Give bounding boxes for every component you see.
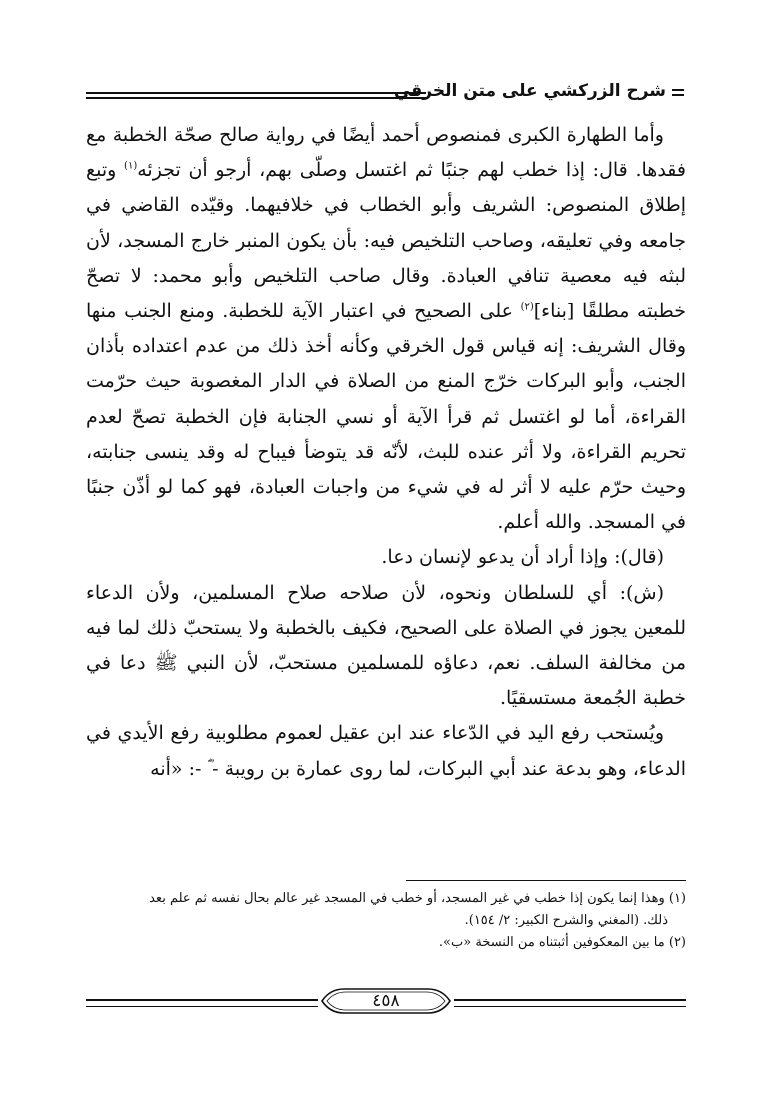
footnote-ref-2: (٢) — [520, 301, 534, 313]
paragraph-1-part-b: وتبع إطلاق المنصوص: الشريف وأبو الخطاب في خلافيهما. وقيّده القاضي في جامعه وفي تعليقه، وصاحب التلخيص فيه: بأن يكون المنبر خارج المسجد، لأن لبثه فيه معصية تنافي العبادة. وقال صاحب التلخيص وأبو محمد: لا تصحّ خطبته مطلقًا [بناء] — [86, 159, 686, 323]
page-number-rule-left — [86, 999, 318, 1007]
footnote-1 — [86, 888, 686, 932]
page-number-rule-right — [454, 999, 686, 1007]
paragraph-2: (قال): وإذا أراد أن يدعو لإنسان دعا. — [381, 546, 664, 569]
paragraph-4: ويُستحب رفع اليد في الدّعاء عند ابن عقيل لعموم مطلوبية رفع الأيدي في الدعاء، وهو بدعة عند أبي البركات، لما روى عمارة بن رويبة - ؓ -: «أنه — [86, 722, 686, 780]
header-dash-ornament — [672, 89, 684, 91]
header-double-rule — [86, 92, 426, 99]
main-text — [86, 118, 686, 787]
footnote-2 — [86, 932, 686, 954]
page-number-band — [86, 986, 686, 1016]
footnote-separator — [406, 880, 686, 881]
footnote-1-line-2: ذلك. (المغني والشرح الكبير: ٢/ ١٥٤). — [464, 913, 668, 928]
paragraph-1-part-c: على الصحيح في اعتبار الآية للخطبة. ومنع الجنب منها وقال الشريف: إنه قياس قول الخرقي وكأنه أخذ ذلك من عدم اعتداده بأذان الجنب، وأبو البركات خرّج المنع من الصلاة في الدار المغصوبة حيث حرّمت القراءة، أما لو اغتسل ثم قرأ الآية أو نسي الجنابة فإن الخطبة تصحّ لعدم تحريم القراءة، ولا أثر عنده للبث، لأنّه قد يتوضأ فيباح له وقد ينسى جنابته، وحيث حرّم عليه لا أثر له في شيء من واجبات العبادة، فهو كما لو أذّن جنبًا في المسجد. والله أعلم. — [86, 300, 686, 534]
footnote-ref-1: (١) — [124, 160, 138, 172]
running-header — [86, 80, 684, 110]
paragraph-1 — [86, 118, 686, 540]
footnotes — [86, 888, 686, 954]
page-number: ٤٥٨ — [372, 991, 400, 1011]
header-title: شرح الزركشي على متن الخرقي — [393, 81, 666, 101]
page-number-frame — [318, 986, 454, 1016]
paragraph-1-part-a: وأما الطهارة الكبرى فمنصوص أحمد أيضًا في رواية صالح صحّة الخطبة مع فقدها. قال: إذا خطب لهم جنبًا ثم اغتسل وصلّى بهم، أرجو أن تجزئه — [86, 124, 686, 182]
paragraph-3: (ش): أي للسلطان ونحوه، لأن صلاحه صلاح المسلمين، ولأن الدعاء للمعين يجوز في الصلاة على الصحيح، فكيف بالخطبة ولا يستحبّ ذلك لما فيه من مخالفة السلف. نعم، دعاؤه للمسلمين مستحبّ، لأن النبي ﷺ دعا في خطبة الجُمعة مستسقيًا. — [86, 581, 686, 710]
footnote-2-line-1: (٢) ما بين المعكوفين أثبتناه من النسخة «ب». — [438, 935, 686, 950]
footnote-1-line-1: (١) وهذا إنما يكون إذا خطب في غير المسجد، أو خطب في المسجد غير عالم بحال نفسه ثم علم بعد — [149, 891, 686, 906]
